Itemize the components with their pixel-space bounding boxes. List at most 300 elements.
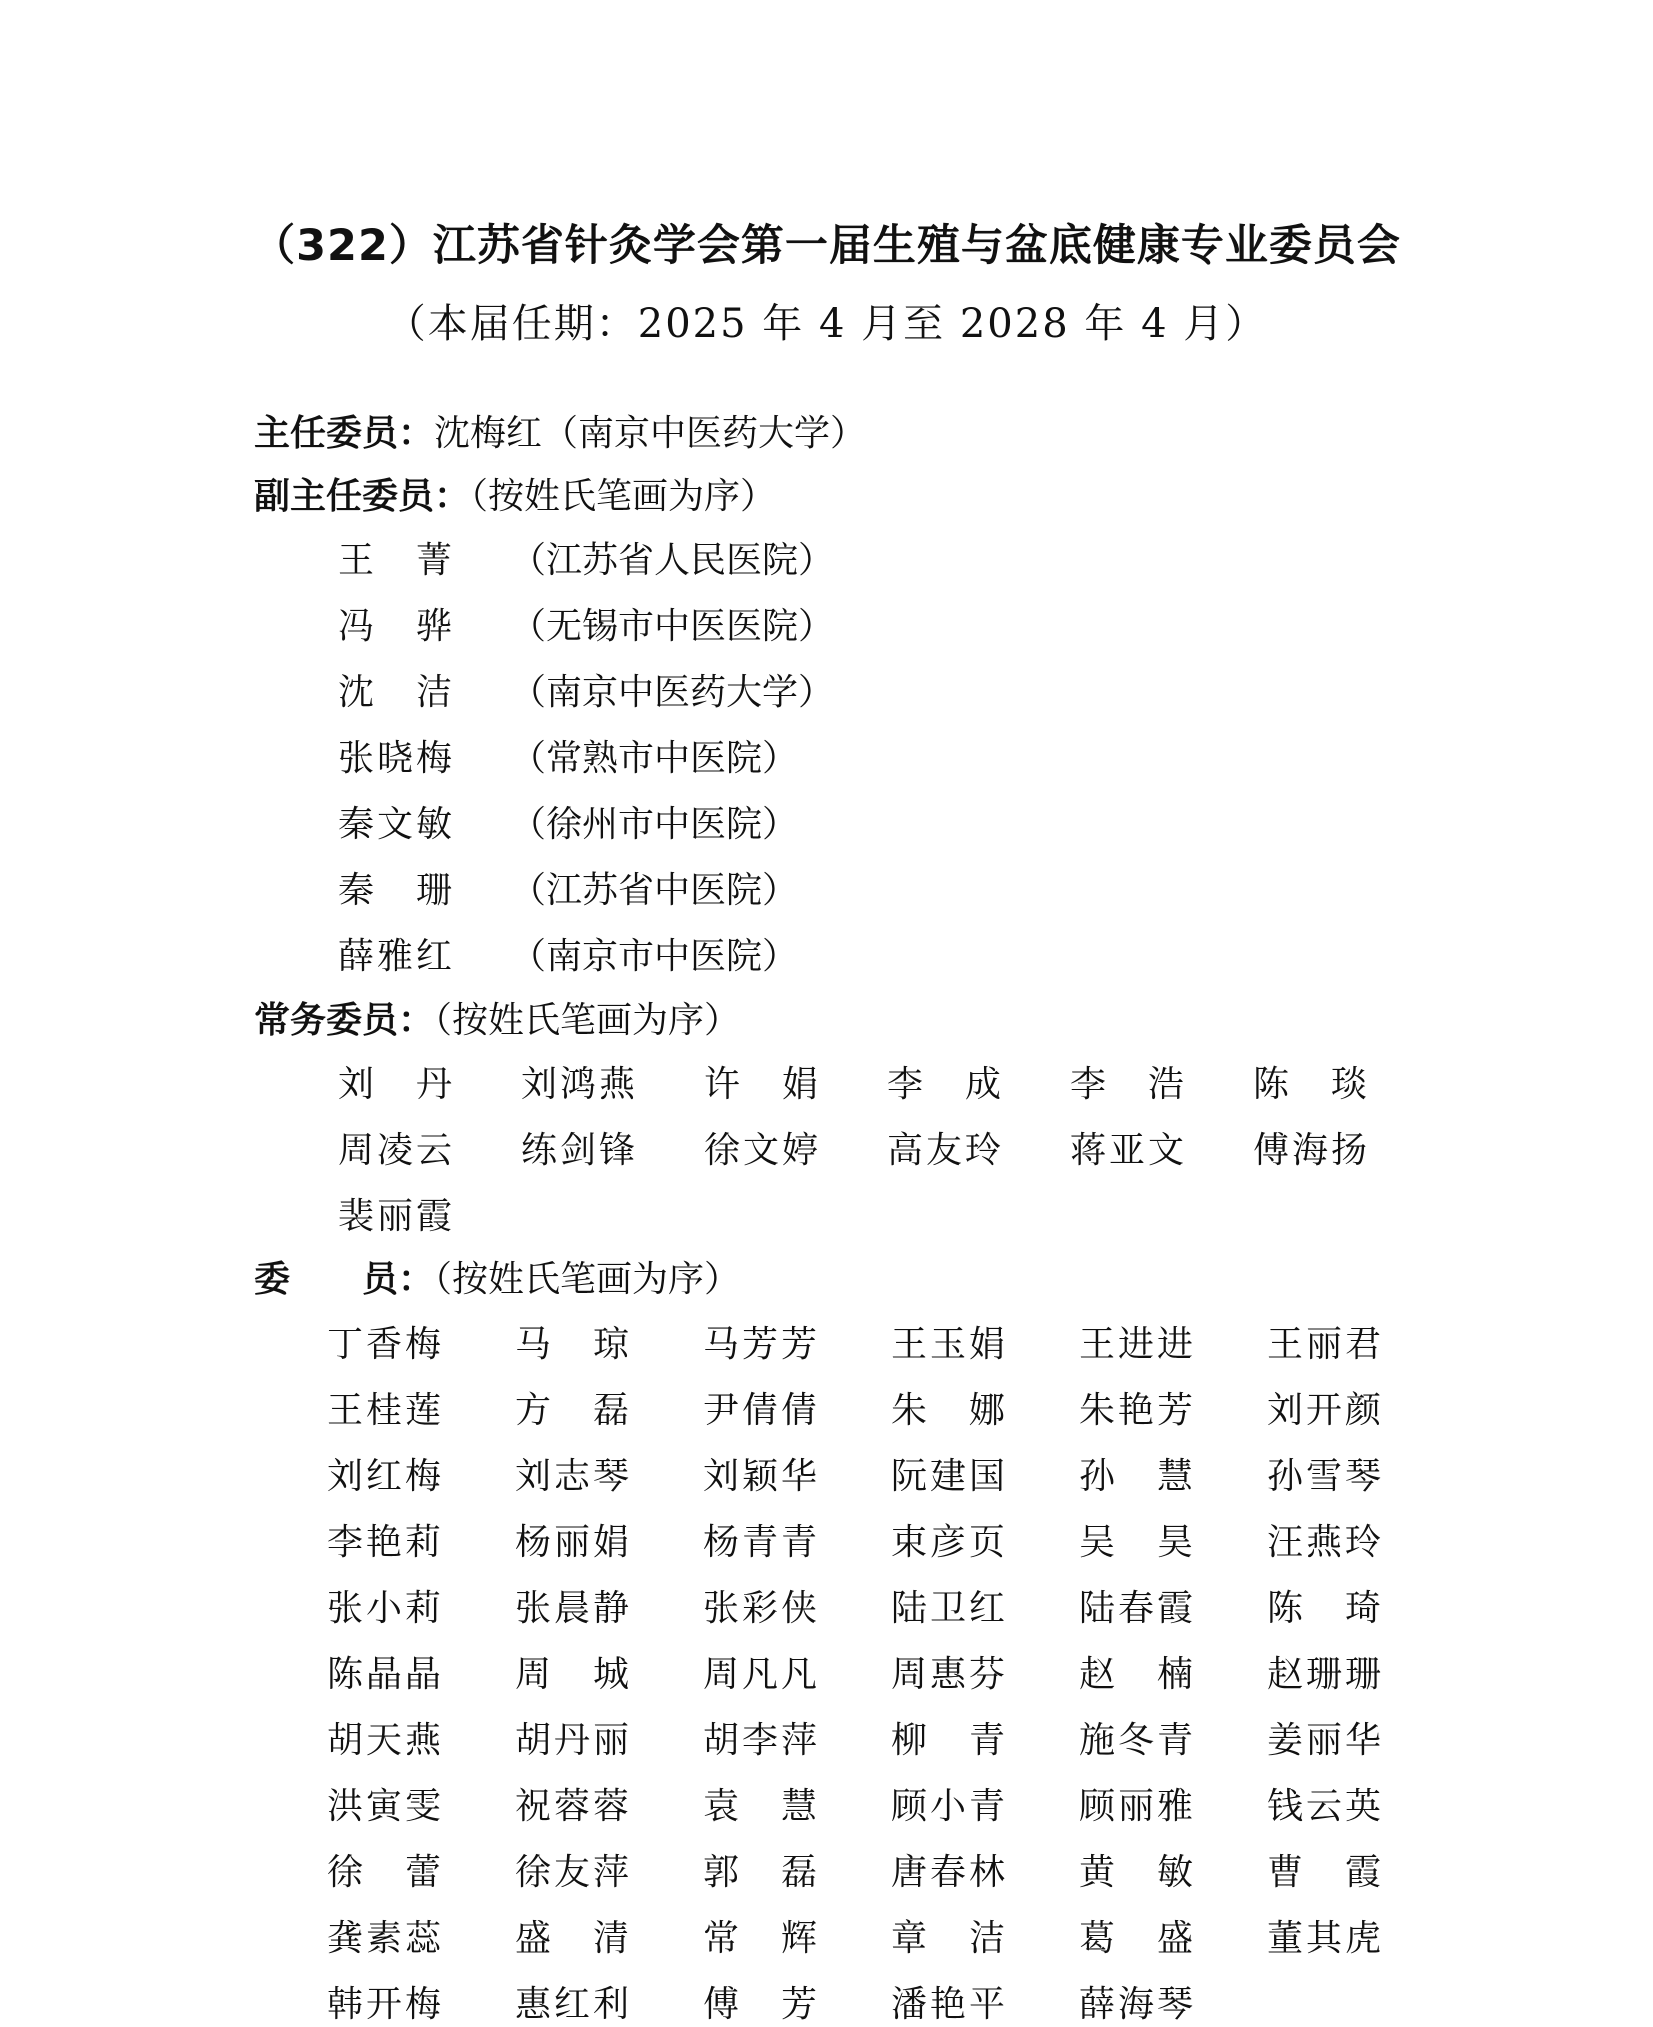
name-cell <box>338 1188 452 1239</box>
name-cell <box>1267 1778 1381 1829</box>
name-char: 李 <box>327 1522 364 1563</box>
name-char: 林 <box>968 1852 1005 1893</box>
member-label: 委 员： <box>254 1259 435 1300</box>
name-char: 裴 <box>338 1196 375 1237</box>
name-char: 朱 <box>891 1390 928 1431</box>
name-char: 青 <box>1156 1720 1193 1761</box>
name-char: 傅 <box>703 1984 740 2025</box>
vice-chair-name <box>338 532 452 583</box>
vice-chair-label: 副主任委员： <box>254 476 471 517</box>
name-cell <box>887 1056 1001 1107</box>
vice-chair-heading <box>254 468 776 519</box>
name-char: 秦 <box>338 804 375 845</box>
name-cell <box>1267 1382 1381 1433</box>
name-char: 其 <box>1305 1918 1342 1959</box>
name-char: 进 <box>1156 1324 1193 1365</box>
name-char: 鸿 <box>559 1064 596 1105</box>
name-char: 志 <box>553 1456 590 1497</box>
name-char: 静 <box>592 1588 629 1629</box>
name-cell <box>338 1056 452 1107</box>
name-char: 萍 <box>592 1852 629 1893</box>
name-char: 张 <box>515 1588 552 1629</box>
name-char: 刘 <box>703 1456 740 1497</box>
name-cell <box>1267 1910 1381 1961</box>
name-char: 芳 <box>780 1324 817 1365</box>
name-cell <box>515 1844 629 1895</box>
name-char: 刘 <box>515 1456 552 1497</box>
name-char: 丽 <box>1305 1324 1342 1365</box>
name-char: 霞 <box>415 1196 452 1237</box>
name-cell <box>327 1316 441 1367</box>
name-cell <box>515 1580 629 1631</box>
name-cell <box>1079 1316 1193 1367</box>
name-char: 桂 <box>365 1390 402 1431</box>
name-char: 雯 <box>404 1786 441 1827</box>
name-char: 董 <box>1267 1918 1304 1959</box>
name-char: 阮 <box>891 1456 928 1497</box>
name-char: 寅 <box>365 1786 402 1827</box>
name-char: 刘 <box>521 1064 558 1105</box>
name-char: 徐 <box>327 1852 364 1893</box>
name-char: 薛 <box>1079 1984 1116 2025</box>
name-char: 雅 <box>376 936 413 977</box>
name-cell <box>703 1712 817 1763</box>
name-cell <box>1079 1976 1193 2027</box>
name-char: 敏 <box>1156 1852 1193 1893</box>
name-char: 春 <box>929 1852 966 1893</box>
name-cell <box>521 1122 635 1173</box>
name-char: 丽 <box>553 1522 590 1563</box>
name-char: 珊 <box>415 870 452 911</box>
name-char: 丁 <box>327 1324 364 1365</box>
vice-chair-name <box>338 796 452 847</box>
name-cell <box>1070 1056 1184 1107</box>
vice-chair-institution: （南京中医药大学） <box>510 672 835 713</box>
name-char: 华 <box>780 1456 817 1497</box>
name-char: 香 <box>365 1324 402 1365</box>
name-char: 丽 <box>376 1196 413 1237</box>
name-char: 雅 <box>1156 1786 1193 1827</box>
name-cell <box>515 1646 629 1697</box>
name-char: 马 <box>703 1324 740 1365</box>
name-char: 许 <box>704 1064 741 1105</box>
vice-chair-institution: （江苏省中医院） <box>510 870 799 911</box>
name-char: 楠 <box>1156 1654 1193 1695</box>
standing-label: 常务委员： <box>254 1000 435 1041</box>
name-char: 磊 <box>592 1390 629 1431</box>
name-char: 蕊 <box>404 1918 441 1959</box>
name-char: 珊 <box>1344 1654 1381 1695</box>
name-cell <box>891 1646 1005 1697</box>
name-char: 进 <box>1117 1324 1154 1365</box>
name-char: 海 <box>1291 1130 1328 1171</box>
name-char: 小 <box>365 1588 402 1629</box>
name-cell <box>515 1976 629 2027</box>
vice-chair-row <box>338 664 835 715</box>
name-char: 周 <box>338 1130 375 1171</box>
document-title: （322）江苏省针灸学会第一届生殖与盆底健康专业委员会 <box>252 221 1401 271</box>
name-char: 倩 <box>741 1390 778 1431</box>
name-char: 曹 <box>1267 1852 1304 1893</box>
vice-chair-institution: （无锡市中医医院） <box>510 606 835 647</box>
name-char: 文 <box>1147 1130 1184 1171</box>
name-char: 尹 <box>703 1390 740 1431</box>
name-char: 梅 <box>404 1984 441 2025</box>
name-char: 陈 <box>327 1654 364 1695</box>
name-char: 小 <box>929 1786 966 1827</box>
vice-chair-institution: （南京市中医院） <box>510 936 799 977</box>
name-char: 颖 <box>741 1456 778 1497</box>
name-char: 凌 <box>376 1130 413 1171</box>
vice-chair-row <box>338 532 835 583</box>
name-char: 芳 <box>741 1324 778 1365</box>
name-char: 常 <box>703 1918 740 1959</box>
name-cell <box>703 1976 817 2027</box>
name-char: 赵 <box>1079 1654 1116 1695</box>
name-char: 红 <box>553 1984 590 2025</box>
name-char: 霞 <box>1156 1588 1193 1629</box>
name-cell <box>327 1712 441 1763</box>
name-cell <box>327 1646 441 1697</box>
name-char: 珊 <box>1305 1654 1342 1695</box>
name-char: 红 <box>365 1456 402 1497</box>
name-char: 沈 <box>338 672 375 713</box>
name-char: 友 <box>925 1130 962 1171</box>
name-char: 芳 <box>1156 1390 1193 1431</box>
name-char: 柳 <box>891 1720 928 1761</box>
name-char: 顾 <box>891 1786 928 1827</box>
name-char: 吴 <box>1079 1522 1116 1563</box>
name-char: 琴 <box>1156 1984 1193 2025</box>
name-cell <box>704 1122 818 1173</box>
vice-chair-row <box>338 598 835 649</box>
name-char: 晓 <box>376 738 413 779</box>
name-char: 娜 <box>968 1390 1005 1431</box>
name-cell <box>891 1712 1005 1763</box>
name-cell <box>515 1712 629 1763</box>
name-char: 周 <box>703 1654 740 1695</box>
name-char: 刘 <box>338 1064 375 1105</box>
name-cell <box>1079 1910 1193 1961</box>
name-char: 祝 <box>515 1786 552 1827</box>
name-cell <box>891 1316 1005 1367</box>
vice-chair-name <box>338 664 452 715</box>
vice-chair-name <box>338 928 452 979</box>
name-char: 蓉 <box>592 1786 629 1827</box>
name-char: 顾 <box>1079 1786 1116 1827</box>
name-char: 友 <box>553 1852 590 1893</box>
name-char: 杨 <box>703 1522 740 1563</box>
name-char: 艳 <box>365 1522 402 1563</box>
name-cell <box>327 1910 441 1961</box>
name-char: 蒋 <box>1070 1130 1107 1171</box>
name-cell <box>1079 1514 1193 1565</box>
name-char: 朱 <box>1079 1390 1116 1431</box>
name-char: 徐 <box>704 1130 741 1171</box>
name-cell <box>703 1316 817 1367</box>
name-char: 国 <box>968 1456 1005 1497</box>
name-cell <box>1267 1316 1381 1367</box>
name-char: 剑 <box>559 1130 596 1171</box>
name-char: 云 <box>1305 1786 1342 1827</box>
name-cell <box>891 1514 1005 1565</box>
name-cell <box>891 1580 1005 1631</box>
name-char: 胡 <box>703 1720 740 1761</box>
name-cell <box>1079 1448 1193 1499</box>
name-char: 胡 <box>327 1720 364 1761</box>
name-cell <box>891 1844 1005 1895</box>
name-char: 娟 <box>781 1064 818 1105</box>
name-char: 李 <box>741 1720 778 1761</box>
name-cell <box>1079 1646 1193 1697</box>
name-char: 陈 <box>1253 1064 1290 1105</box>
name-char: 莉 <box>404 1588 441 1629</box>
name-char: 虎 <box>1344 1918 1381 1959</box>
name-char: 玉 <box>929 1324 966 1365</box>
vice-chair-institution: （徐州市中医院） <box>510 804 799 845</box>
name-char: 彩 <box>741 1588 778 1629</box>
name-char: 城 <box>592 1654 629 1695</box>
vice-chair-row <box>338 796 799 847</box>
name-char: 琦 <box>1344 1588 1381 1629</box>
name-cell <box>703 1382 817 1433</box>
name-char: 赵 <box>1267 1654 1304 1695</box>
name-char: 春 <box>1117 1588 1154 1629</box>
name-char: 冬 <box>1117 1720 1154 1761</box>
name-char: 晨 <box>553 1588 590 1629</box>
name-char: 冯 <box>338 606 375 647</box>
name-cell <box>327 1778 441 1829</box>
name-char: 王 <box>1079 1324 1116 1365</box>
name-char: 丽 <box>1305 1720 1342 1761</box>
name-char: 利 <box>592 1984 629 2025</box>
name-char: 李 <box>887 1064 924 1105</box>
name-cell <box>1267 1580 1381 1631</box>
name-char: 开 <box>1305 1390 1342 1431</box>
name-char: 华 <box>1344 1720 1381 1761</box>
standing-heading <box>254 992 740 1043</box>
name-char: 婷 <box>781 1130 818 1171</box>
name-char: 卫 <box>929 1588 966 1629</box>
name-char: 骅 <box>415 606 452 647</box>
name-char: 青 <box>780 1522 817 1563</box>
name-char: 君 <box>1344 1324 1381 1365</box>
name-cell <box>1267 1712 1381 1763</box>
name-cell <box>1253 1122 1367 1173</box>
name-char: 莲 <box>404 1390 441 1431</box>
name-char: 袁 <box>703 1786 740 1827</box>
name-char: 刘 <box>1267 1390 1304 1431</box>
name-cell <box>515 1910 629 1961</box>
name-char: 青 <box>741 1522 778 1563</box>
name-cell <box>1079 1712 1193 1763</box>
name-char: 唐 <box>891 1852 928 1893</box>
name-char: 陆 <box>891 1588 928 1629</box>
name-char: 红 <box>415 936 452 977</box>
name-char: 钱 <box>1267 1786 1304 1827</box>
name-char: 素 <box>365 1918 402 1959</box>
name-cell <box>1079 1778 1193 1829</box>
name-cell <box>515 1778 629 1829</box>
name-char: 磊 <box>780 1852 817 1893</box>
vice-chair-note: （按姓氏笔画为序） <box>470 476 777 517</box>
name-cell <box>327 1448 441 1499</box>
member-heading <box>254 1251 740 1302</box>
name-char: 凡 <box>741 1654 778 1695</box>
name-char: 浩 <box>1147 1064 1184 1105</box>
name-char: 孙 <box>1079 1456 1116 1497</box>
name-char: 文 <box>376 804 413 845</box>
name-cell <box>1079 1844 1193 1895</box>
name-char: 海 <box>1117 1984 1154 2025</box>
name-cell <box>891 1448 1005 1499</box>
name-char: 束 <box>891 1522 928 1563</box>
name-char: 燕 <box>598 1064 635 1105</box>
name-char: 莉 <box>404 1522 441 1563</box>
member-note: （按姓氏笔画为序） <box>434 1259 741 1300</box>
name-char: 葛 <box>1079 1918 1116 1959</box>
name-char: 惠 <box>515 1984 552 2025</box>
name-char: 陆 <box>1079 1588 1116 1629</box>
name-cell <box>1267 1646 1381 1697</box>
vice-chair-row <box>338 928 799 979</box>
name-char: 梅 <box>404 1456 441 1497</box>
name-char: 马 <box>515 1324 552 1365</box>
name-char: 彦 <box>929 1522 966 1563</box>
name-char: 薛 <box>338 936 375 977</box>
name-char: 凡 <box>780 1654 817 1695</box>
name-char: 李 <box>1070 1064 1107 1105</box>
name-char: 锋 <box>598 1130 635 1171</box>
name-char: 萍 <box>780 1720 817 1761</box>
name-char: 燕 <box>1305 1522 1342 1563</box>
name-char: 琼 <box>592 1324 629 1365</box>
name-char: 王 <box>327 1390 364 1431</box>
name-char: 汪 <box>1267 1522 1304 1563</box>
name-char: 陈 <box>1267 1588 1304 1629</box>
name-char: 洁 <box>415 672 452 713</box>
name-char: 芬 <box>968 1654 1005 1695</box>
chair-label: 主任委员： <box>254 413 435 454</box>
name-char: 琰 <box>1330 1064 1367 1105</box>
name-cell <box>1267 1448 1381 1499</box>
name-char: 云 <box>415 1130 452 1171</box>
name-char: 胡 <box>515 1720 552 1761</box>
name-cell <box>703 1844 817 1895</box>
name-char: 倩 <box>780 1390 817 1431</box>
name-char: 黄 <box>1079 1852 1116 1893</box>
name-char: 郭 <box>703 1852 740 1893</box>
name-char: 张 <box>703 1588 740 1629</box>
name-char: 成 <box>964 1064 1001 1105</box>
name-char: 张 <box>327 1588 364 1629</box>
name-cell <box>327 1976 441 2027</box>
name-char: 红 <box>968 1588 1005 1629</box>
name-char: 开 <box>365 1984 402 2025</box>
name-cell <box>338 1122 452 1173</box>
name-char: 娟 <box>968 1324 1005 1365</box>
name-char: 蓉 <box>553 1786 590 1827</box>
name-char: 艳 <box>1117 1390 1154 1431</box>
name-char: 丹 <box>415 1064 452 1105</box>
name-cell <box>1070 1122 1184 1173</box>
name-cell <box>703 1778 817 1829</box>
name-char: 霞 <box>1344 1852 1381 1893</box>
name-char: 洁 <box>968 1918 1005 1959</box>
vice-chair-name <box>338 598 452 649</box>
chair-value: 沈梅红（南京中医药大学） <box>434 413 867 454</box>
name-char: 文 <box>742 1130 779 1171</box>
name-cell <box>515 1382 629 1433</box>
name-char: 昊 <box>1156 1522 1193 1563</box>
name-char: 清 <box>592 1918 629 1959</box>
name-char: 梅 <box>404 1324 441 1365</box>
name-char: 姜 <box>1267 1720 1304 1761</box>
name-cell <box>891 1382 1005 1433</box>
vice-chair-name <box>338 862 452 913</box>
name-char: 梅 <box>415 738 452 779</box>
standing-note: （按姓氏笔画为序） <box>434 1000 741 1041</box>
name-char: 颜 <box>1344 1390 1381 1431</box>
name-cell <box>704 1056 818 1107</box>
vice-chair-name <box>338 730 452 781</box>
name-char: 刘 <box>327 1456 364 1497</box>
name-char: 张 <box>338 738 375 779</box>
name-char: 慧 <box>1156 1456 1193 1497</box>
name-char: 玲 <box>964 1130 1001 1171</box>
name-cell <box>891 1778 1005 1829</box>
name-char: 晶 <box>404 1654 441 1695</box>
name-char: 潘 <box>891 1984 928 2025</box>
name-cell <box>327 1382 441 1433</box>
name-cell <box>891 1910 1005 1961</box>
name-char: 娟 <box>592 1522 629 1563</box>
name-cell <box>703 1580 817 1631</box>
vice-chair-row <box>338 730 799 781</box>
name-char: 建 <box>929 1456 966 1497</box>
name-char: 王 <box>891 1324 928 1365</box>
name-char: 页 <box>968 1522 1005 1563</box>
name-char: 施 <box>1079 1720 1116 1761</box>
name-char: 琴 <box>1344 1456 1381 1497</box>
name-char: 平 <box>968 1984 1005 2025</box>
vice-chair-institution: （江苏省人民医院） <box>510 540 835 581</box>
name-char: 燕 <box>404 1720 441 1761</box>
name-char: 周 <box>515 1654 552 1695</box>
name-char: 徐 <box>515 1852 552 1893</box>
name-cell <box>703 1448 817 1499</box>
chair-line <box>254 405 866 456</box>
name-char: 芳 <box>780 1984 817 2025</box>
name-char: 龚 <box>327 1918 364 1959</box>
vice-chair-row <box>338 862 799 913</box>
name-char: 惠 <box>929 1654 966 1695</box>
name-char: 丽 <box>592 1720 629 1761</box>
name-cell <box>1267 1844 1381 1895</box>
name-char: 王 <box>338 540 375 581</box>
name-cell <box>1079 1580 1193 1631</box>
name-char: 孙 <box>1267 1456 1304 1497</box>
name-cell <box>1079 1382 1193 1433</box>
vice-chair-institution: （常熟市中医院） <box>510 738 799 779</box>
name-char: 慧 <box>780 1786 817 1827</box>
name-char: 晶 <box>365 1654 402 1695</box>
name-char: 青 <box>968 1786 1005 1827</box>
name-cell <box>891 1976 1005 2027</box>
name-char: 周 <box>891 1654 928 1695</box>
name-char: 蕾 <box>404 1852 441 1893</box>
name-cell <box>703 1646 817 1697</box>
